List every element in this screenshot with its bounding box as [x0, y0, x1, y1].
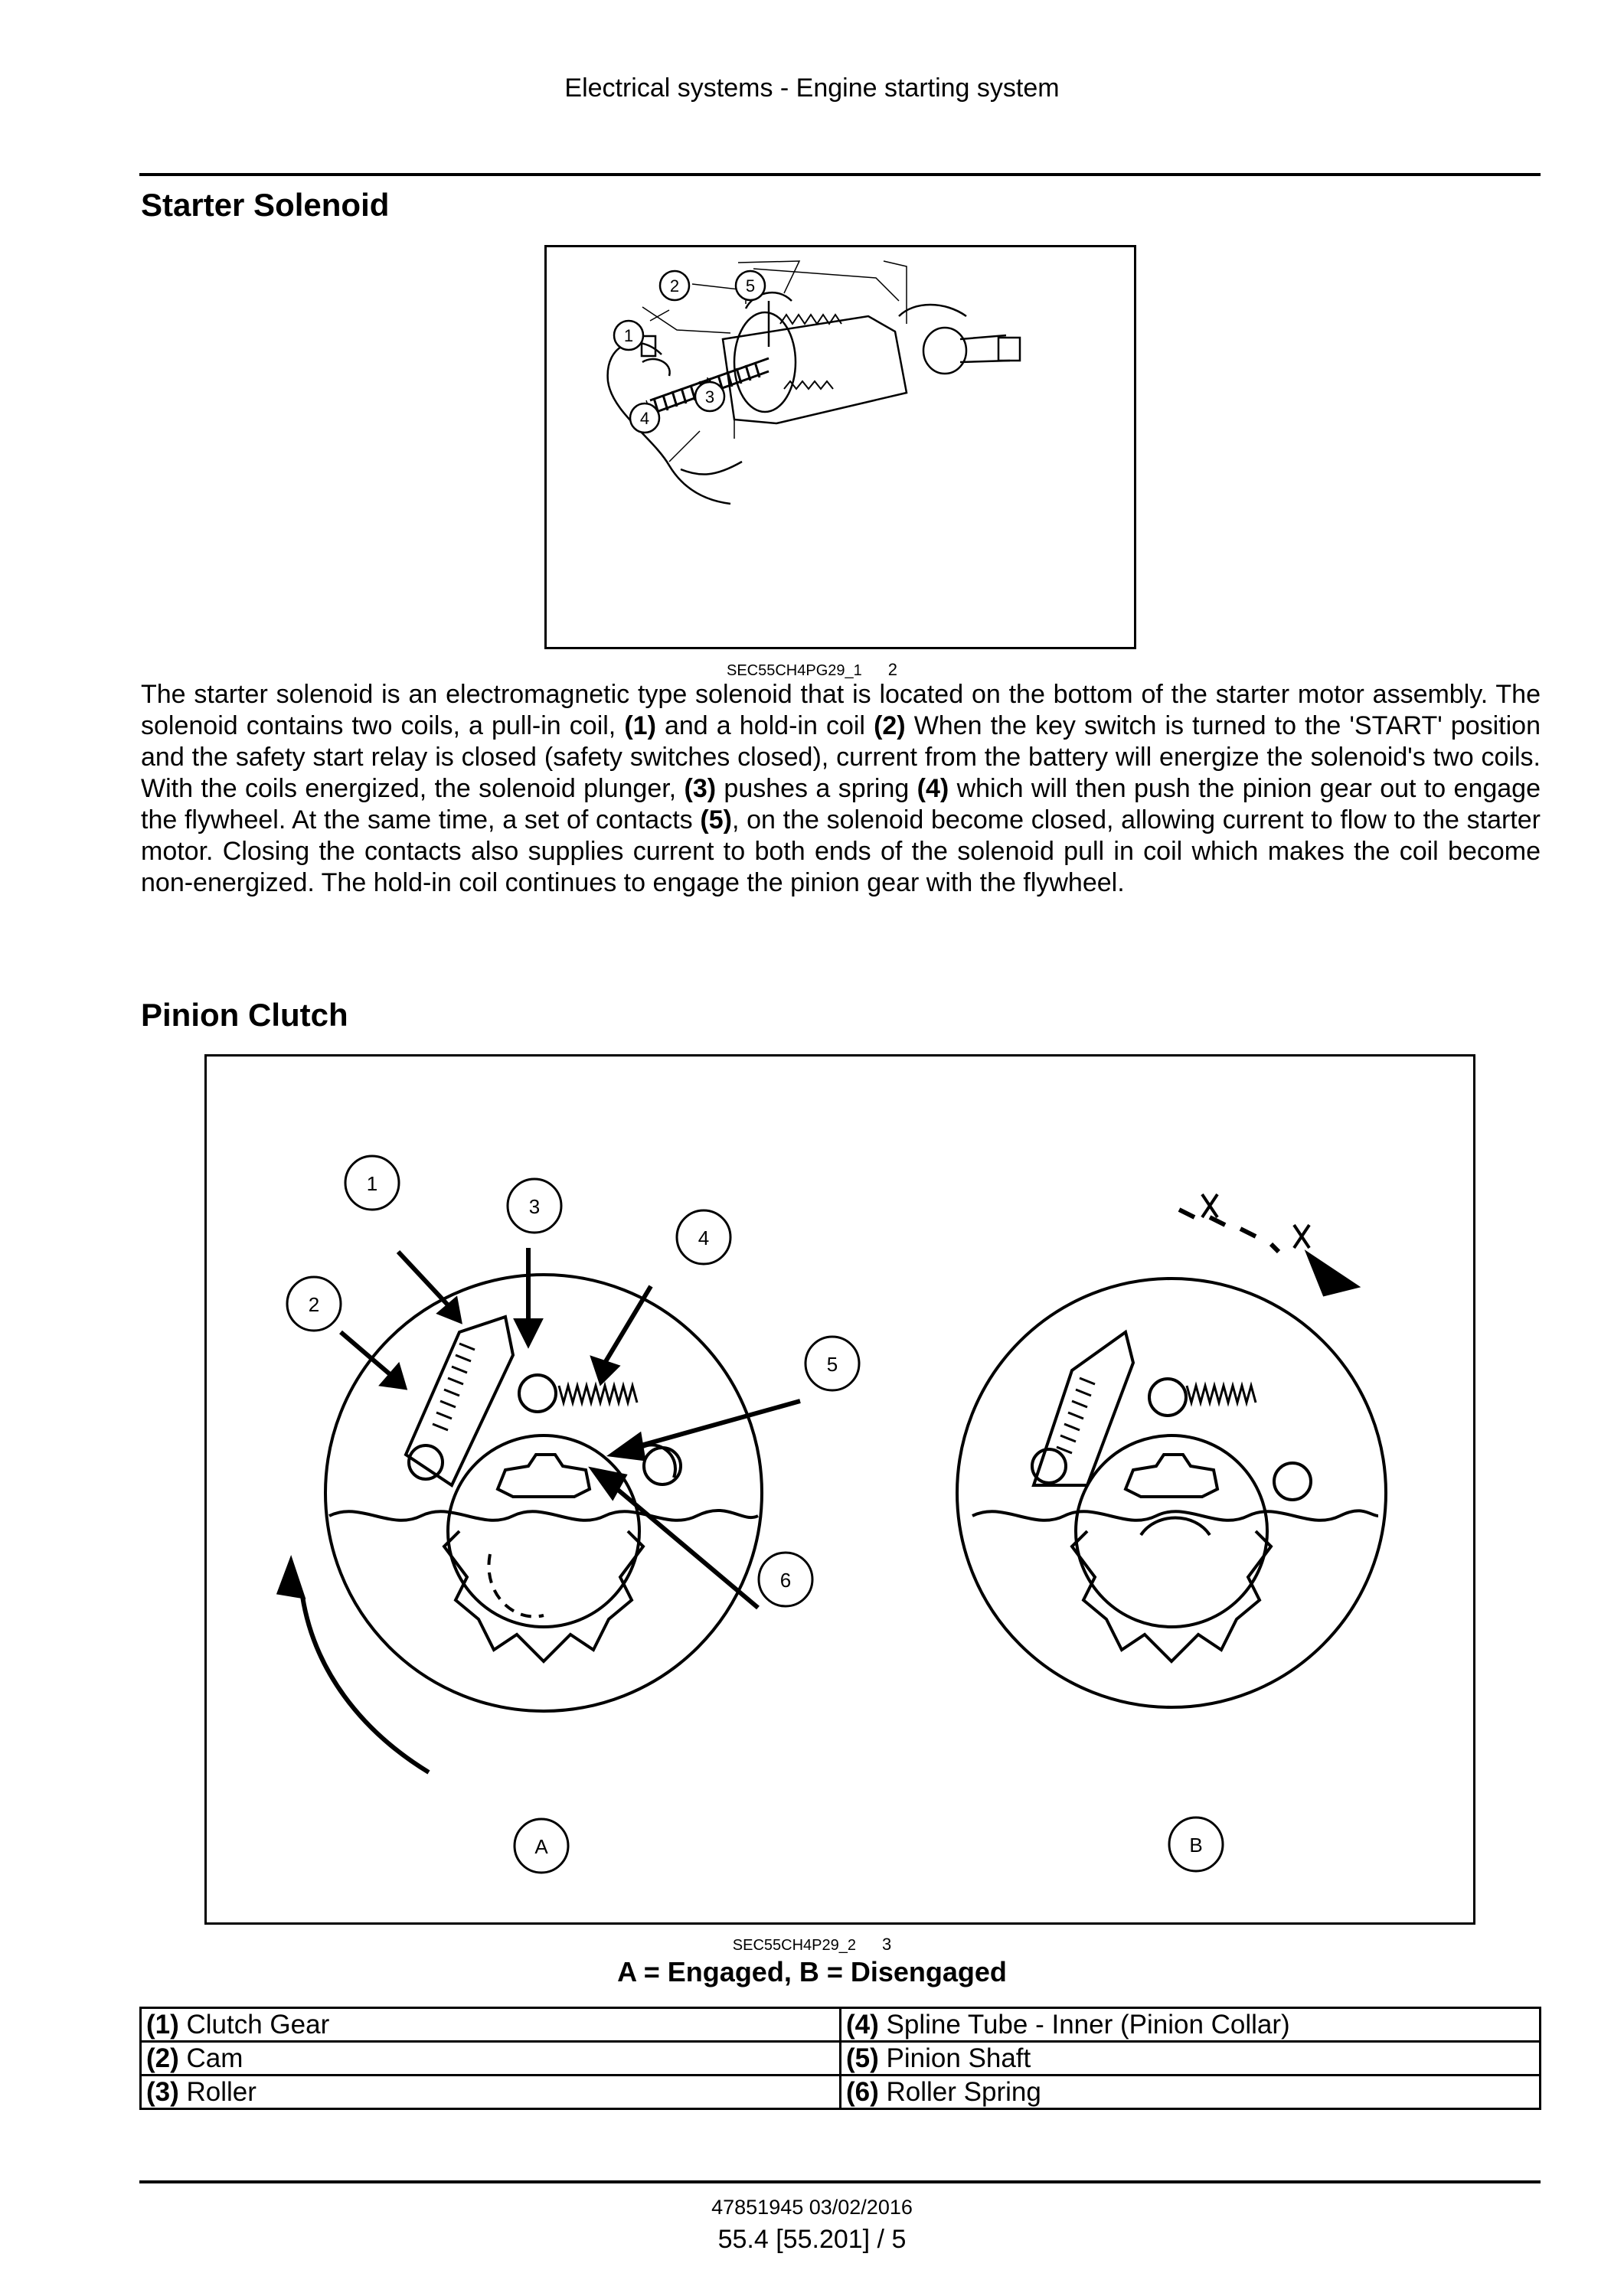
- pinion-clutch-illustration: [207, 1057, 1473, 1922]
- footer-document-code: 47851945 03/02/2016: [711, 2196, 913, 2219]
- view-label-a: A: [534, 1835, 548, 1858]
- paragraph-text: , on the solenoid become closed, allowing current to flow to the starter motor. Closing the contacts also supplies current to both ends of the solenoid pull in coil which makes the coil become non-energized. The hold-in coil continues to engage the pinion gear with the flywheel.: [141, 805, 1541, 897]
- starter-solenoid-figure: [544, 245, 1136, 649]
- paragraph-callout-ref: (5): [700, 805, 732, 834]
- header-rule: [139, 173, 1541, 176]
- section-title-pinion-clutch: Pinion Clutch: [141, 997, 348, 1033]
- legend-title: A = Engaged, B = Disengaged: [617, 1956, 1007, 1987]
- page-header: Electrical systems - Engine starting system: [564, 73, 1060, 103]
- legend-cell: [141, 2008, 841, 2042]
- legend-cell: [841, 2076, 1541, 2109]
- paragraph-callout-ref: (2): [874, 711, 906, 740]
- callout-5: 5: [745, 276, 756, 296]
- legend-label: Roller Spring: [878, 2076, 1041, 2107]
- figure-3-number: 3: [881, 1935, 892, 1954]
- legend-number: (2): [146, 2043, 179, 2073]
- figure-2-code: SEC55CH4PG29_1: [726, 662, 862, 679]
- legend-row: [141, 2042, 1541, 2076]
- view-label-b: B: [1189, 1834, 1203, 1857]
- legend-cell: [141, 2076, 841, 2109]
- legend-label: Roller: [178, 2076, 257, 2107]
- legend-cell: [141, 2042, 841, 2076]
- footer-page-number: 55.4 [55.201] / 5: [717, 2225, 907, 2254]
- paragraph-text: which will then push the pinion gear out to engage the flywheel. At the same time, a set of contacts: [141, 774, 1541, 834]
- legend-row: [141, 2076, 1541, 2109]
- figure-3-caption: [0, 1935, 1624, 1955]
- legend-number: (4): [846, 2009, 879, 2040]
- legend-number: (1): [146, 2009, 179, 2040]
- legend-label: Spline Tube - Inner (Pinion Collar): [878, 2009, 1290, 2040]
- legend-cell: [841, 2042, 1541, 2076]
- callout-2: 2: [669, 276, 680, 296]
- callout-1: 1: [623, 326, 634, 345]
- legend-cell: [841, 2008, 1541, 2042]
- callout-6: 6: [779, 1569, 792, 1592]
- legend-row: [141, 2008, 1541, 2042]
- paragraph-text: When the key switch is turned to the 'START' position and the safety start relay is closed (safety switches closed), current from the battery will energize the solenoid's two coils. With the coils energized, the solenoid plunger,: [141, 711, 1541, 803]
- starter-solenoid-paragraph: [141, 679, 1541, 899]
- footer-rule: [139, 2180, 1541, 2183]
- callout-1: 1: [366, 1172, 378, 1195]
- legend-label: Pinion Shaft: [878, 2043, 1031, 2073]
- legend-number: (6): [846, 2076, 879, 2107]
- figure-3-code: SEC55CH4P29_2: [732, 1937, 856, 1954]
- paragraph-text: pushes a spring: [716, 774, 917, 803]
- callout-4: 4: [698, 1226, 710, 1249]
- callout-3: 3: [528, 1195, 541, 1218]
- pinion-clutch-figure: [204, 1054, 1475, 1925]
- paragraph-text: The starter solenoid is an electromagnetic type solenoid that is located on the bottom of the starter motor assembly. The solenoid contains two coils, a pull-in coil,: [141, 680, 1541, 740]
- legend-label: Clutch Gear: [178, 2009, 330, 2040]
- legend-table: [139, 2007, 1541, 2110]
- figure-2-number: 2: [887, 660, 898, 679]
- figure-2-caption: [0, 660, 1624, 680]
- paragraph-callout-ref: (3): [684, 774, 717, 803]
- section-title-starter-solenoid: Starter Solenoid: [141, 187, 390, 223]
- callout-5: 5: [826, 1353, 838, 1376]
- starter-solenoid-illustration: [547, 247, 1134, 647]
- callout-4: 4: [639, 409, 650, 428]
- callout-2: 2: [308, 1293, 320, 1316]
- paragraph-callout-ref: (4): [917, 774, 949, 803]
- paragraph-callout-ref: (1): [624, 711, 656, 740]
- legend-number: (3): [146, 2076, 179, 2107]
- callout-3: 3: [704, 387, 715, 407]
- paragraph-text: and a hold-in coil: [655, 711, 874, 740]
- legend-number: (5): [846, 2043, 879, 2073]
- legend-label: Cam: [178, 2043, 243, 2073]
